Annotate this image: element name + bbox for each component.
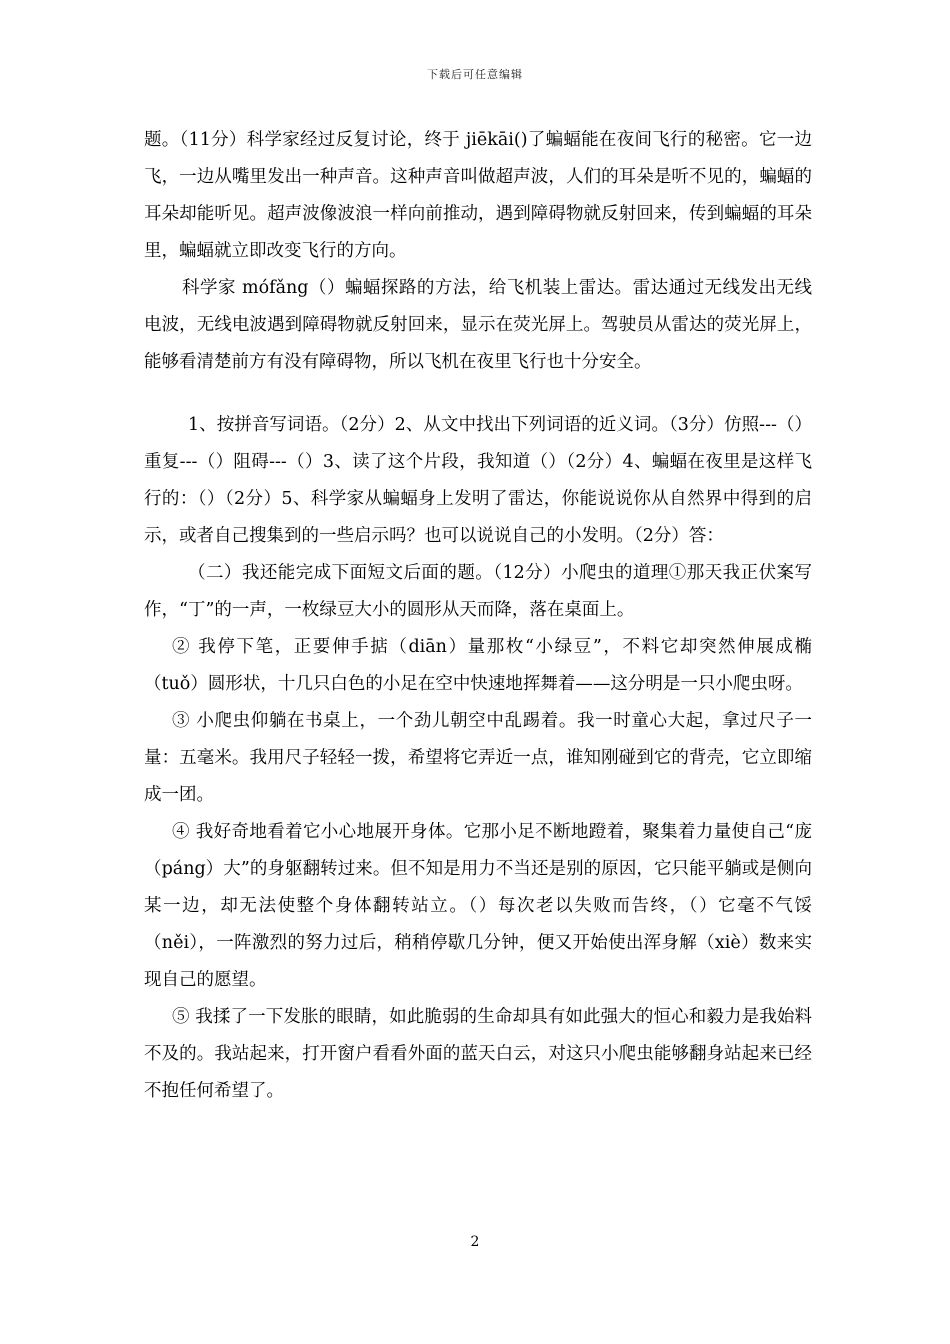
paragraph-spacer <box>144 381 812 407</box>
document-body <box>144 122 812 1110</box>
paragraph-circle-2: ② 我停下笔，正要伸手掂（diān）量那枚“小绿豆”，不料它却突然伸展成椭（tuǒ）圆形状，十几只白色的小足在空中快速地挥舞着——这分明是一只小爬虫呀。 <box>144 637 812 694</box>
paragraph-circle-3: ③ 小爬虫仰躺在书桌上，一个劲儿朝空中乱踢着。我一时童心大起，拿过尺子一量：五毫米。我用尺子轻轻一拨，希望将它弄近一点，谁知刚碰到它的背壳，它立即缩成一团。 <box>144 711 812 805</box>
paragraph-circle-4: ④ 我好奇地看着它小心地展开身体。它那小足不断地蹬着，聚集着力量使自己“庞（páng）大”的身躯翻转过来。但不知是用力不当还是别的原因，它只能平躺或是侧向某一边，却无法使整个身体翻转站立。（）每次老以失败而告终，（）它毫不气馁（něi），一阵激烈的努力过后，稍稍停歇几分钟，便又开始使出浑身解（xiè）数来实现自己的愿望。 <box>144 822 812 990</box>
paragraph-circle-5: ⑤ 我揉了一下发胀的眼睛，如此脆弱的生命却具有如此强大的恒心和毅力是我始料不及的。我站起来，打开窗户看看外面的蓝天白云，对这只小爬虫能够翻身站起来已经不抱任何希望了。 <box>144 1007 812 1101</box>
paragraph-bat-secret: 题。（11分）科学家经过反复讨论，终于 jiēkāi()了蝙蝠能在夜间飞行的秘密。它一边飞，一边从嘴里发出一种声音。这种声音叫做超声波，人们的耳朵是听不见的，蝙蝠的耳朵却能听见。超声波像波浪一样向前推动，遇到障碍物就反射回来，传到蝙蝠的耳朵里，蝙蝠就立即改变飞行的方向。 <box>144 130 812 261</box>
page-number: 2 <box>470 1234 480 1250</box>
page-header: 下载后可任意编辑 <box>427 68 523 81</box>
paragraph-radar: 科学家 mófǎng（）蝙蝠探路的方法，给飞机装上雷达。雷达通过无线发出无线电波，无线电波遇到障碍物就反射回来，显示在荧光屏上。驾驶员从雷达的荧光屏上，能够看清楚前方有没有障碍物，所以飞机在夜里飞行也十分安全。 <box>144 278 812 372</box>
paragraph-questions: 1、按拼音写词语。（2分）2、从文中找出下列词语的近义词。（3分）仿照---（）重复---（）阻碍---（）3、读了这个片段，我知道（）（2分）4、蝙蝠在夜里是这样飞行的：（）（2分）5、科学家从蝙蝠身上发明了雷达，你能说说你从自然界中得到的启示，或者自己搜集到的一些启示吗？也可以说说自己的小发明。（2分）答： <box>144 415 812 546</box>
paragraph-section-two: （二）我还能完成下面短文后面的题。（12分）小爬虫的道理①那天我正伏案写作，“丁”的一声，一枚绿豆大小的圆形从天而降，落在桌面上。 <box>144 563 812 620</box>
